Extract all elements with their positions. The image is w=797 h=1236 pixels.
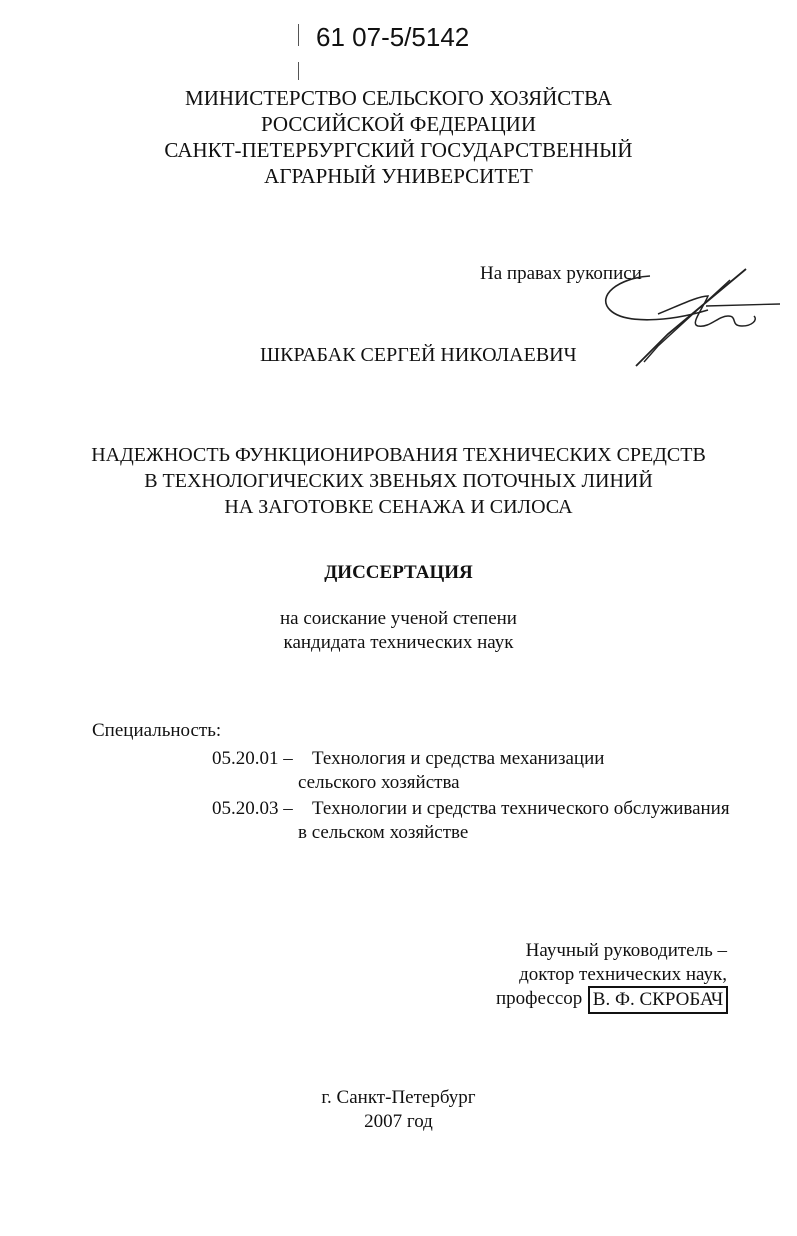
dissertation-title	[0, 442, 797, 520]
work-type: ДИССЕРТАЦИЯ	[324, 562, 473, 583]
ministry-line: МИНИСТЕРСТВО СЕЛЬСКОГО ХОЗЯЙСТВА	[185, 86, 612, 110]
year: 2007 год	[364, 1111, 433, 1132]
specialty-title: Технологии и средства технического обслуживания	[312, 798, 730, 819]
specialty-title-cont: сельского хозяйства	[298, 772, 460, 793]
signature-mark	[598, 266, 783, 376]
specialty-title-cont: в сельском хозяйстве	[298, 822, 469, 843]
advisor-role: Научный руководитель –	[525, 940, 727, 961]
degree-block	[0, 607, 797, 655]
ministry-block	[0, 85, 797, 189]
specialty-label: Специальность:	[92, 720, 222, 741]
ministry-line: РОССИЙСКОЙ ФЕДЕРАЦИИ	[261, 112, 536, 136]
advisor-name: В. Ф. СКРОБАЧ	[588, 986, 728, 1014]
margin-tick-top	[298, 24, 299, 46]
specialty-code: 05.20.01 –	[212, 748, 293, 769]
advisor-rank: профессор	[496, 988, 583, 1009]
specialty-title: Технология и средства механизации	[312, 748, 605, 769]
author-name: ШКРАБАК СЕРГЕЙ НИКОЛАЕВИЧ	[260, 344, 577, 366]
degree-line: на соискание ученой степени	[280, 608, 517, 629]
advisor-degree: доктор технических наук,	[519, 964, 727, 985]
city: г. Санкт-Петербург	[321, 1087, 476, 1108]
title-line: НА ЗАГОТОВКЕ СЕНАЖА И СИЛОСА	[224, 496, 573, 518]
degree-line: кандидата технических наук	[283, 632, 514, 653]
title-line: НАДЕЖНОСТЬ ФУНКЦИОНИРОВАНИЯ ТЕХНИЧЕСКИХ СРЕДСТВ	[91, 444, 706, 466]
catalog-number: 61 07-5/5142	[316, 22, 470, 52]
manuscript-rights: На правах рукописи	[480, 263, 642, 284]
ministry-line: САНКТ-ПЕТЕРБУРГСКИЙ ГОСУДАРСТВЕННЫЙ	[164, 138, 633, 162]
ministry-line: АГРАРНЫЙ УНИВЕРСИТЕТ	[264, 164, 533, 188]
margin-tick-bottom	[298, 62, 299, 80]
title-line: В ТЕХНОЛОГИЧЕСКИХ ЗВЕНЬЯХ ПОТОЧНЫХ ЛИНИЙ	[144, 470, 653, 492]
specialty-code: 05.20.03 –	[212, 798, 293, 819]
imprint-block	[0, 1086, 797, 1134]
